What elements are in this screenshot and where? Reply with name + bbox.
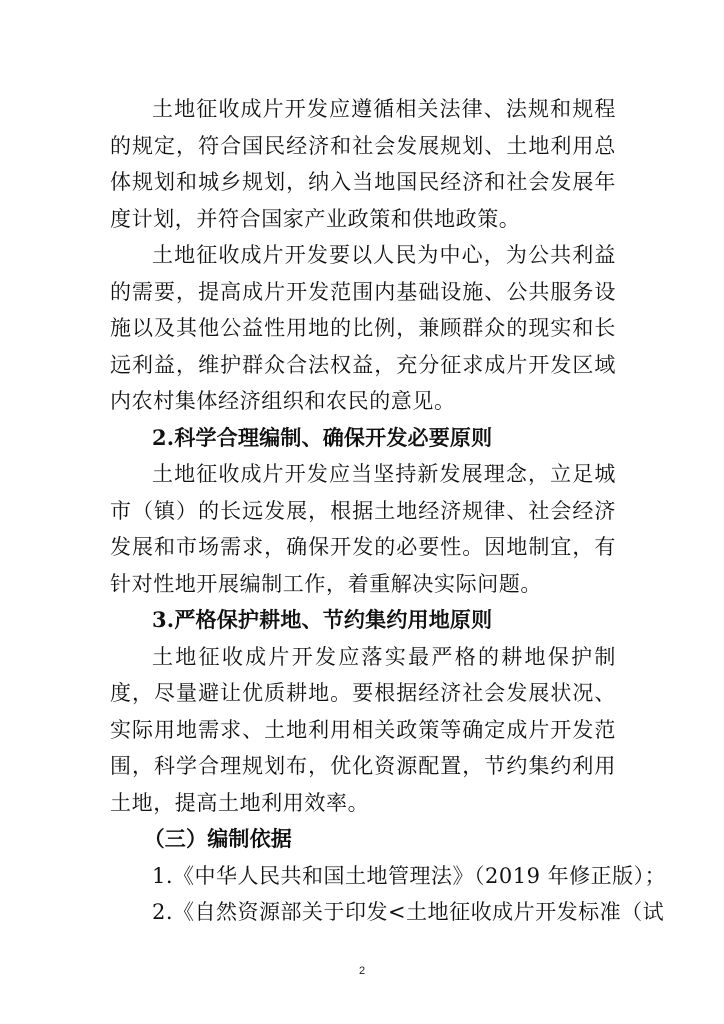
paragraph-public-interest: 土地征收成片开发要以人民为中心，为公共利益的需要，提高成片开发范围内基础设施、公共服务设施以及其他公益性用地的比例，兼顾群众的现实和长远利益，维护群众合法权益，充分征求成片开发区域内农村集体经济组织和农民的意见。: [110, 243, 616, 413]
paragraph-new-development: 土地征收成片开发应当坚持新发展理念，立足城市（镇）的长远发展，根据土地经济规律、社会经济发展和市场需求，确保开发的必要性。因地制宜，有针对性地开展编制工作，着重解决实际问题。: [110, 462, 616, 596]
heading-scientific-planning: 2.科学合理编制、确保开发必要原则: [152, 424, 493, 450]
paragraph-farmland-policy: 土地征收成片开发应落实最严格的耕地保护制度，尽量避让优质耕地。要根据经济社会发展状况、实际用地需求、土地利用相关政策等确定成片开发范围，科学合理规划布，优化资源配置，节约集约利用土地，提高土地利用效率。: [110, 644, 616, 815]
paragraph-legal-compliance: 土地征收成片开发应遵循相关法律、法规和规程的规定，符合国民经济和社会发展规划、土地利用总体规划和城乡规划，纳入当地国民经济和社会发展年度计划，并符合国家产业政策和供地政策。: [110, 97, 616, 231]
section-heading-basis: （三）编制依据: [143, 826, 292, 851]
document-page: [110, 91, 667, 931]
page-number: 2: [358, 965, 366, 977]
list-item-ministry-notice: 2.《自然资源部关于印发<土地征收成片开发标准（试: [152, 900, 665, 924]
heading-farmland-protection: 3.严格保护耕地、节约集约用地原则: [152, 607, 493, 632]
list-item-land-law: 1.《中华人民共和国土地管理法》（2019 年修正版）；: [152, 863, 667, 888]
